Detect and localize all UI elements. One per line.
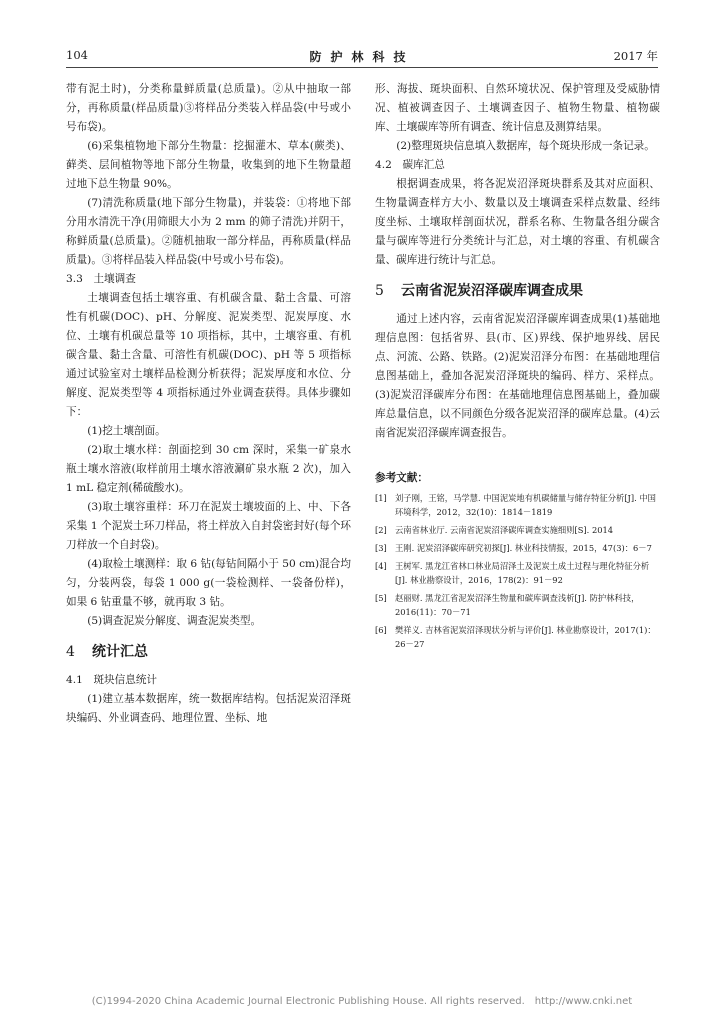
reference-item <box>375 523 660 537</box>
body-paragraph: (1)挖土壤剖面。 <box>87 425 166 437</box>
reference-number: [2] <box>375 525 387 535</box>
left-column <box>66 80 351 728</box>
reference-number: [3] <box>375 543 387 553</box>
body-paragraph: 带有泥土时)，分类称量鲜质量(总质量)。②从中抽取一部分，再称质量(样品质量)③将样品分类装入样品袋(中号或小号布袋)。 <box>66 83 351 133</box>
body-paragraph: (4)取检土壤测样：取 6 钻(每钻间隔小于 50 cm)混合均匀，分装两袋，每袋 1 000 g(一袋检测样、一袋备份样)，如果 6 钻重量不够，就再取 3 钻。 <box>66 558 351 608</box>
body-paragraph: 通过上述内容，云南省泥炭沼泽碳库调查成果(1)基础地理信息图：包括省界、县(市、区)界线、保护地界线、居民点、河流、公路、铁路。(2)泥炭沼泽分布图：在基础地理信息图基础上，叠加各泥炭沼泽斑块的编码、样方、采样点。(3)泥炭沼泽碳库分布图：在基础地理信息图基础上，叠加碳库总量信息，以不同颜色分级各泥炭沼泽的碳库总量。(4)云南省泥炭沼泽碳库调查报告。 <box>375 313 660 439</box>
section-heading <box>375 280 660 302</box>
section-number: 4 <box>66 644 75 660</box>
reference-text: 赵丽财. 黑龙江省泥炭沼泽生物量和碳库调查浅析[J]. 防护林科技，2016(11)：70－71 <box>395 593 640 617</box>
reference-item <box>375 591 660 619</box>
subsection-heading: 3.3 土壤调查 <box>66 273 136 285</box>
header-rule <box>66 67 658 68</box>
reference-text: 刘子刚，王铭，马学慧. 中国泥炭地有机碳储量与储存特征分析[J]. 中国环境科学，2012，32(10)：1814－1819 <box>395 493 656 517</box>
page-number: 104 <box>66 48 88 62</box>
reference-text: 樊祥义. 吉林省泥炭沼泽现状分析与评价[J]. 林业勘察设计，2017(1)：26－27 <box>395 625 656 649</box>
references-list <box>375 491 660 651</box>
body-paragraph: (2)整理斑块信息填入数据库，每个斑块形成一条记录。 <box>396 140 655 152</box>
publication-year: 2017 年 <box>613 49 658 63</box>
reference-text: 王树军. 黑龙江省林口林业局沼泽土及泥炭土成土过程与理化特征分析[J]. 林业勘察设计，2016，178(2)：91－92 <box>395 561 650 585</box>
reference-number: [5] <box>375 593 387 603</box>
section-title: 云南省泥炭沼泽碳库调查成果 <box>401 283 583 299</box>
reference-text: 云南省林业厅. 云南省泥炭沼泽碳库调查实施细则[S]. 2014 <box>395 525 614 535</box>
page-header <box>66 48 658 68</box>
reference-item <box>375 623 660 651</box>
body-paragraph: 根据调查成果，将各泥炭沼泽斑块群系及其对应面积、生物量调查样方大小、数量以及土壤调查采样点数量、经纬度坐标、土壤取样剖面状况，群系名称、生物量各组分碳含量与碳库等进行分类统计与汇总，对土壤的容重、有机碳含量、碳库进行统计与汇总。 <box>375 178 660 266</box>
reference-text: 王刚. 泥炭沼泽碳库研究初探[J]. 林业科技情报，2015，47(3)：6－7 <box>395 543 652 553</box>
body-paragraph: (6)采集植物地下部分生物量：挖掘灌木、草本(蕨类)、藓类、层间植物等地下部分生物量，收集到的地下生物量超过地下总生物量 90%。 <box>66 140 351 190</box>
copyright-footer: (C)1994-2020 China Academic Journal Electronic Publishing House. All rights reserved. http://www.cnki.net <box>91 996 633 1007</box>
journal-title: 防护林科技 <box>309 50 415 64</box>
body-paragraph: (1)建立基本数据库，统一数据库结构。包括泥炭沼泽斑块编码、外业调查码、地理位置、坐标、地 <box>66 693 351 724</box>
reference-number: [1] <box>375 493 387 503</box>
body-paragraph: (5)调查泥炭分解度、调查泥炭类型。 <box>87 615 262 627</box>
right-column <box>375 80 660 651</box>
reference-item <box>375 559 660 587</box>
body-paragraph: 形、海拔、斑块面积、自然环境状况、保护管理及受威胁情况、植被调查因子、土壤调查因子、植物生物量、植物碳库、土壤碳库等所有调查、统计信息及测算结果。 <box>375 83 660 133</box>
section-heading <box>66 641 351 663</box>
references-title: 参考文献： <box>375 472 428 484</box>
body-paragraph: 土壤调查包括土壤容重、有机碳含量、黏土含量、可溶性有机碳(DOC)、pH、分解度、泥炭类型、泥炭厚度、水位、土壤有机碳总量等 10 项指标，其中，土壤容重、有机碳含量、黏土含量、可溶性有机碳(DOC)、pH 等 5 项指标通过试验室对土壤样品检测分析获得；泥炭厚度和水位、分解度、泥炭类型等 4 项指标通过外业调查获得。具体步骤如下： <box>66 292 351 418</box>
section-title: 统计汇总 <box>92 644 148 660</box>
reference-item <box>375 541 660 555</box>
section-number: 5 <box>375 283 384 299</box>
right-column-body <box>375 80 660 443</box>
reference-number: [4] <box>375 561 387 571</box>
reference-item <box>375 491 660 519</box>
subsection-heading: 4.1 斑块信息统计 <box>66 674 158 686</box>
body-paragraph: (3)取土壤容重样：环刀在泥炭土壤坡面的上、中、下各采集 1 个泥炭土环刀样品，将土样放入自封袋密封好(每个环刀样放一个自封袋)。 <box>66 501 351 551</box>
reference-number: [6] <box>375 625 387 635</box>
body-paragraph: (2)取土壤水样：剖面挖到 30 cm 深时，采集一矿泉水瓶土壤水溶液(取样前用土壤水溶液涮矿泉水瓶 2 次)，加入 1 mL 稳定剂(稀硫酸水)。 <box>66 444 351 494</box>
subsection-heading: 4.2 碳库汇总 <box>375 159 445 171</box>
body-paragraph: (7)清洗称质量(地下部分生物量)，并装袋：①将地下部分用水清洗干净(用筛眼大小为 2 mm 的筛子清洗)并阴干，称鲜质量(总质量)。②随机抽取一部分样品，再称质量(样品质量)。③将样品装入样品袋(中号或小号布袋)。 <box>66 197 351 266</box>
